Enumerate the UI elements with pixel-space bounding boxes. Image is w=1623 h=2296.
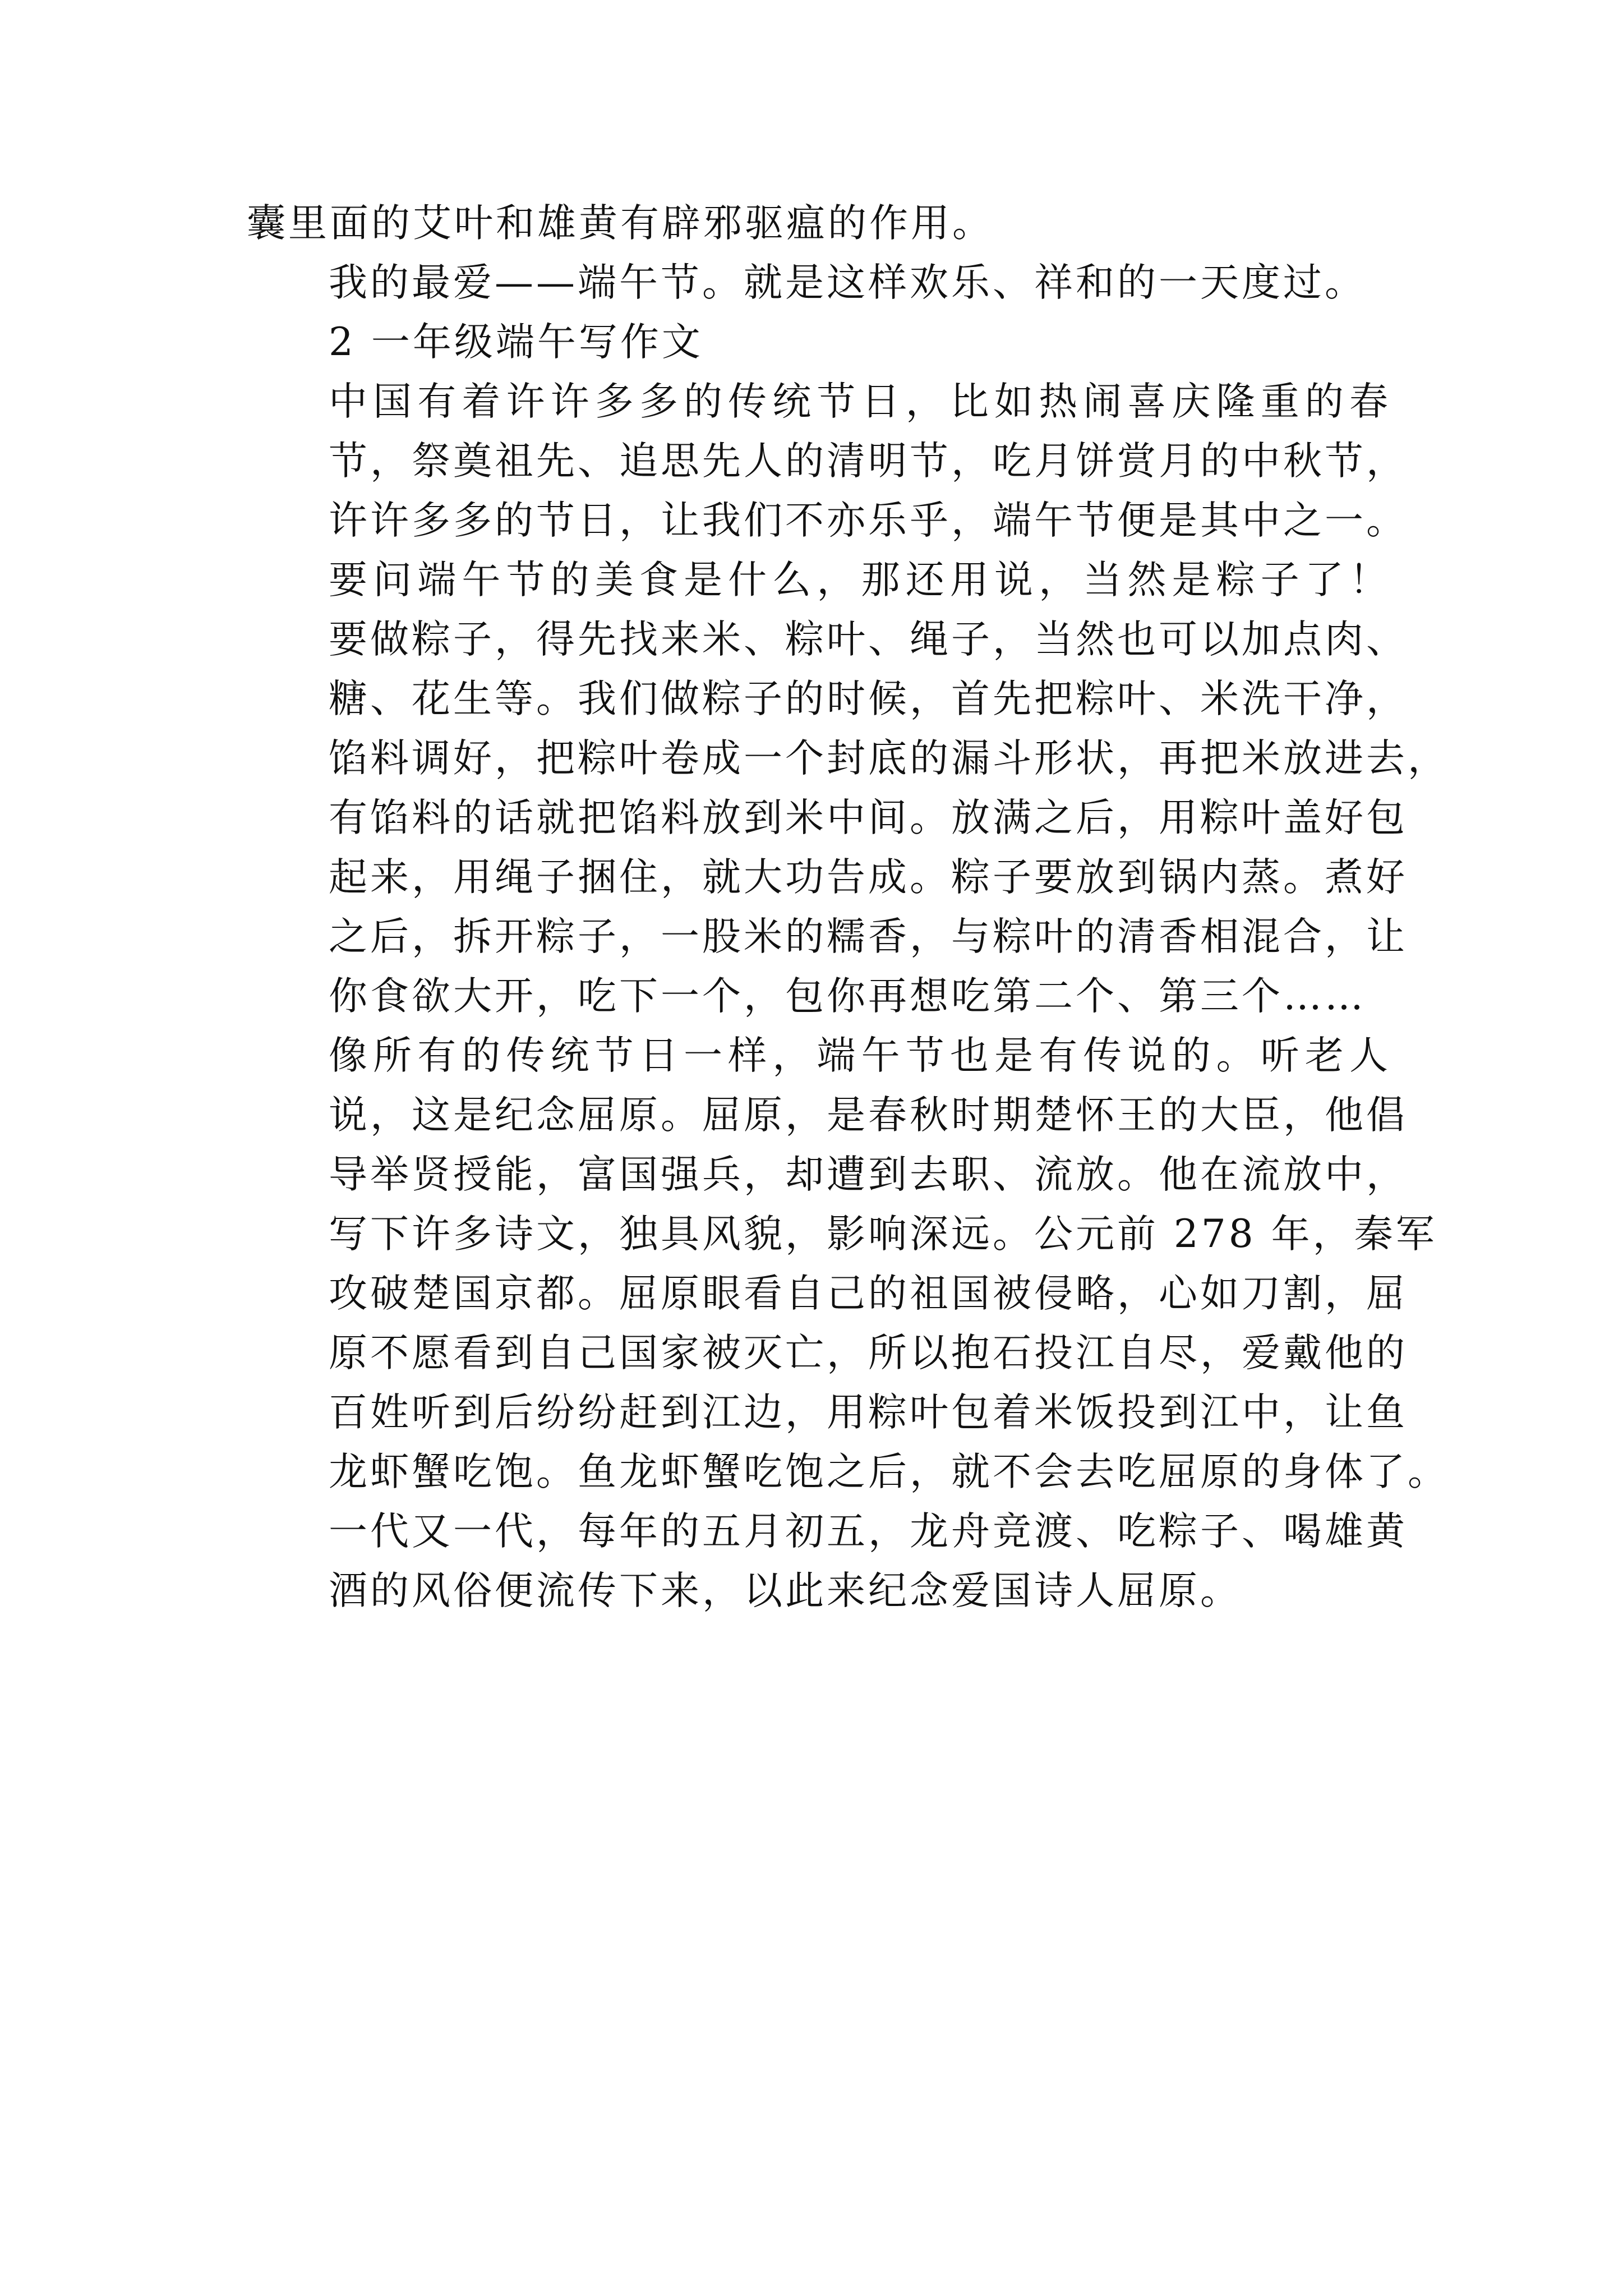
paragraph-traditional-festivals xyxy=(247,372,1408,550)
text-line: 一代又一代，每年的五月初五，龙舟竞渡、吃粽子、喝雄黄 xyxy=(329,1509,1408,1554)
paragraph-making-zongzi xyxy=(247,550,1449,1026)
text-line: 要问端午节的美食是什么，那还用说，当然是粽子了！ xyxy=(329,558,1391,602)
text-line: 囊里面的艾叶和雄黄有辟邪驱瘟的作用。 xyxy=(247,201,994,246)
text-line: 有馅料的话就把馅料放到米中间。放满之后，用粽叶盖好包 xyxy=(329,795,1408,840)
text-line: 你食欲大开，吃下一个，包你再想吃第二个、第三个…… xyxy=(329,974,1366,1019)
text-line: 攻破楚国京都。屈原眼看自己的祖国被侵略，心如刀割，屈 xyxy=(329,1271,1408,1316)
text-line: 要做粽子，得先找来米、粽叶、绳子，当然也可以加点肉、 xyxy=(329,617,1408,662)
text-line: 糖、花生等。我们做粽子的时候，首先把粽叶、米洗干净， xyxy=(329,677,1408,721)
paragraph-qu-yuan-legend xyxy=(247,1026,1449,1621)
text-line: 原不愿看到自己国家被灭亡，所以抱石投江自尽，爱戴他的 xyxy=(329,1331,1408,1375)
text-line: 许许多多的节日，让我们不亦乐乎，端午节便是其中之一。 xyxy=(329,498,1408,543)
text-line: 之后，拆开粽子，一股米的糯香，与粽叶的清香相混合，让 xyxy=(329,914,1408,959)
text-line: 写下许多诗文，独具风貌，影响深远。公元前 278 年，秦军 xyxy=(329,1212,1437,1257)
heading-text: 2 一年级端午写作文 xyxy=(329,320,703,365)
text-line: 龙虾蟹吃饱。鱼龙虾蟹吃饱之后，就不会去吃屈原的身体了。 xyxy=(329,1450,1449,1494)
document-body xyxy=(247,194,1449,1621)
text-line: 节，祭奠祖先、追思先人的清明节，吃月饼赏月的中秋节， xyxy=(329,439,1408,484)
text-line: 导举贤授能，富国强兵，却遭到去职、流放。他在流放中， xyxy=(329,1152,1408,1197)
text-line: 馅料调好，把粽叶卷成一个封底的漏斗形状，再把米放进去， xyxy=(329,736,1449,781)
text-line: 起来，用绳子捆住，就大功告成。粽子要放到锅内蒸。煮好 xyxy=(329,855,1408,900)
essay-heading xyxy=(247,312,1391,372)
text-line: 像所有的传统节日一样，端午节也是有传说的。听老人 xyxy=(329,1033,1391,1078)
text-line: 酒的风俗便流传下来，以此来纪念爱国诗人屈原。 xyxy=(329,1568,1242,1613)
text-line: 百姓听到后纷纷赶到江边，用粽叶包着米饭投到江中，让鱼 xyxy=(329,1390,1408,1435)
paragraph-sachet-ending xyxy=(247,194,1391,253)
text-line: 中国有着许许多多的传统节日，比如热闹喜庆隆重的春 xyxy=(329,379,1391,424)
text-line: 说，这是纪念屈原。屈原，是春秋时期楚怀王的大臣，他倡 xyxy=(329,1093,1408,1138)
paragraph-favorite-festival xyxy=(247,253,1391,312)
text-line: 我的最爱——端午节。就是这样欢乐、祥和的一天度过。 xyxy=(329,260,1366,305)
